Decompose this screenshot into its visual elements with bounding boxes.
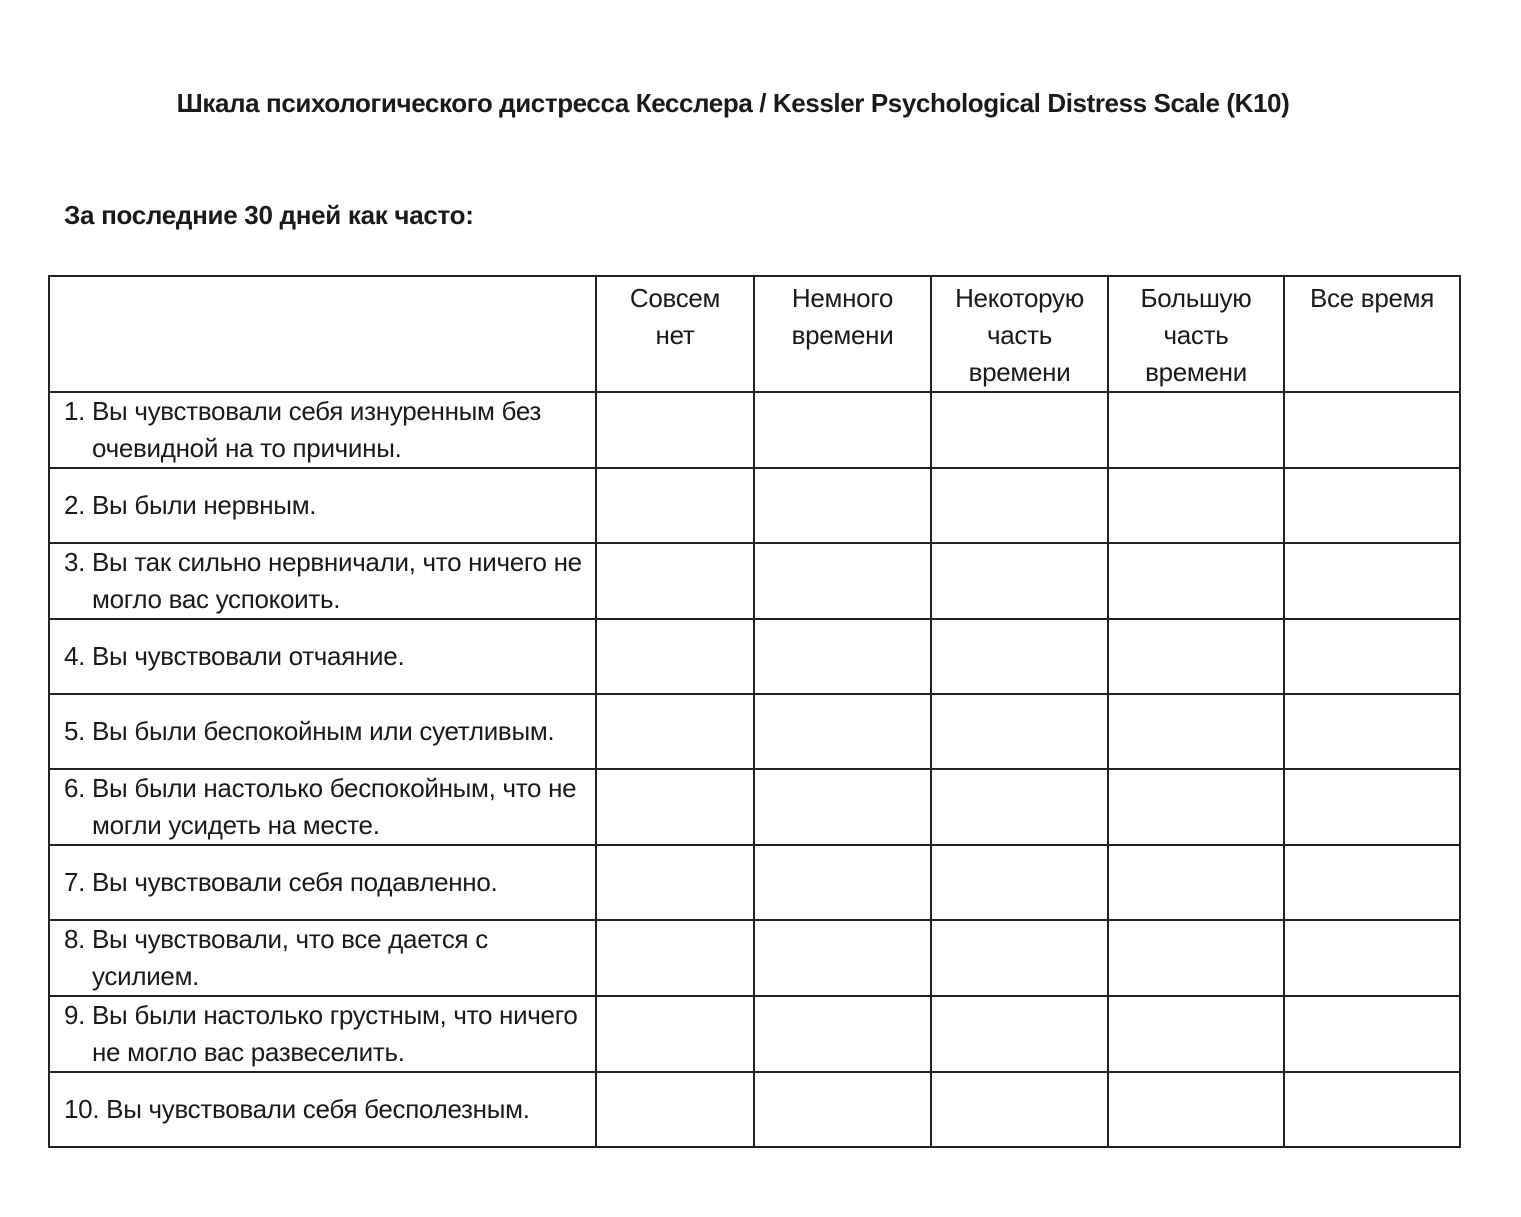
question-text: 4. Вы чувствовали отчаяние.: [64, 641, 405, 671]
question-cell: [49, 1072, 596, 1147]
header-all-of-the-time: Все время: [1284, 276, 1460, 392]
question-row: [49, 1072, 1460, 1147]
question-row: [49, 694, 1460, 769]
answer-cell-not-at-all[interactable]: [596, 468, 754, 543]
question-cell: [49, 694, 596, 769]
answer-cell-a-little-of-the-time[interactable]: [754, 468, 931, 543]
header-not-at-all: Совсем нет: [596, 276, 754, 392]
answer-cell-not-at-all[interactable]: [596, 694, 754, 769]
header-question-column: [49, 276, 596, 392]
question-cell: [49, 619, 596, 694]
question-cell: [49, 996, 596, 1072]
question-text: 5. Вы были беспокойным или суетливым.: [64, 716, 555, 746]
question-row: [49, 468, 1460, 543]
answer-cell-some-of-the-time[interactable]: [931, 996, 1108, 1072]
answer-cell-most-of-the-time[interactable]: [1108, 996, 1284, 1072]
answer-cell-all-of-the-time[interactable]: [1284, 845, 1460, 920]
answer-cell-most-of-the-time[interactable]: [1108, 468, 1284, 543]
answer-cell-some-of-the-time[interactable]: [931, 1072, 1108, 1147]
question-cell: [49, 468, 596, 543]
question-text: 8. Вы чувствовали, что все дается с усилием.: [64, 924, 488, 991]
answer-cell-some-of-the-time[interactable]: [931, 769, 1108, 845]
question-cell: [49, 392, 596, 468]
answer-cell-all-of-the-time[interactable]: [1284, 543, 1460, 619]
answer-cell-all-of-the-time[interactable]: [1284, 920, 1460, 996]
question-cell: [49, 920, 596, 996]
answer-cell-all-of-the-time[interactable]: [1284, 468, 1460, 543]
answer-cell-most-of-the-time[interactable]: [1108, 920, 1284, 996]
question-text: 10. Вы чувствовали себя бесполезным.: [64, 1094, 530, 1124]
answer-cell-not-at-all[interactable]: [596, 769, 754, 845]
question-cell: [49, 769, 596, 845]
answer-cell-not-at-all[interactable]: [596, 1072, 754, 1147]
answer-cell-not-at-all[interactable]: [596, 845, 754, 920]
question-text: 7. Вы чувствовали себя подавленно.: [64, 867, 498, 897]
answer-cell-most-of-the-time[interactable]: [1108, 1072, 1284, 1147]
header-some-of-the-time: Некоторую часть времени: [931, 276, 1108, 392]
header-row: [49, 276, 1460, 392]
question-row: [49, 845, 1460, 920]
answer-cell-not-at-all[interactable]: [596, 996, 754, 1072]
question-row: [49, 996, 1460, 1072]
question-text: 6. Вы были настолько беспокойным, что не могли усидеть на месте.: [64, 773, 577, 840]
answer-cell-most-of-the-time[interactable]: [1108, 619, 1284, 694]
answer-cell-not-at-all[interactable]: [596, 619, 754, 694]
answer-cell-some-of-the-time[interactable]: [931, 392, 1108, 468]
answer-cell-a-little-of-the-time[interactable]: [754, 619, 931, 694]
question-row: [49, 619, 1460, 694]
answer-cell-not-at-all[interactable]: [596, 920, 754, 996]
question-row: [49, 543, 1460, 619]
answer-cell-some-of-the-time[interactable]: [931, 468, 1108, 543]
answer-cell-some-of-the-time[interactable]: [931, 619, 1108, 694]
answer-cell-all-of-the-time[interactable]: [1284, 1072, 1460, 1147]
question-row: [49, 769, 1460, 845]
question-text: 1. Вы чувствовали себя изнуренным без очевидной на то причины.: [64, 396, 542, 463]
answer-cell-some-of-the-time[interactable]: [931, 845, 1108, 920]
header-a-little-of-the-time: Немного времени: [754, 276, 931, 392]
answer-cell-most-of-the-time[interactable]: [1108, 543, 1284, 619]
answer-cell-most-of-the-time[interactable]: [1108, 392, 1284, 468]
header-most-of-the-time: Большую часть времени: [1108, 276, 1284, 392]
answer-cell-some-of-the-time[interactable]: [931, 920, 1108, 996]
answer-cell-a-little-of-the-time[interactable]: [754, 920, 931, 996]
question-text: 9. Вы были настолько грустным, что ничего не могло вас развеселить.: [64, 1000, 578, 1067]
answer-cell-not-at-all[interactable]: [596, 392, 754, 468]
question-text: 3. Вы так сильно нервничали, что ничего не могло вас успокоить.: [64, 547, 582, 614]
k10-questionnaire-table: [48, 275, 1461, 1148]
answer-cell-a-little-of-the-time[interactable]: [754, 769, 931, 845]
answer-cell-most-of-the-time[interactable]: [1108, 694, 1284, 769]
question-row: [49, 920, 1460, 996]
answer-cell-most-of-the-time[interactable]: [1108, 769, 1284, 845]
answer-cell-all-of-the-time[interactable]: [1284, 392, 1460, 468]
answer-cell-a-little-of-the-time[interactable]: [754, 392, 931, 468]
answer-cell-a-little-of-the-time[interactable]: [754, 845, 931, 920]
answer-cell-all-of-the-time[interactable]: [1284, 996, 1460, 1072]
answer-cell-all-of-the-time[interactable]: [1284, 769, 1460, 845]
question-text: 2. Вы были нервным.: [64, 490, 317, 520]
answer-cell-a-little-of-the-time[interactable]: [754, 996, 931, 1072]
answer-cell-all-of-the-time[interactable]: [1284, 619, 1460, 694]
answer-cell-a-little-of-the-time[interactable]: [754, 694, 931, 769]
question-cell: [49, 845, 596, 920]
answer-cell-a-little-of-the-time[interactable]: [754, 1072, 931, 1147]
question-cell: [49, 543, 596, 619]
answer-cell-a-little-of-the-time[interactable]: [754, 543, 931, 619]
answer-cell-not-at-all[interactable]: [596, 543, 754, 619]
answer-cell-all-of-the-time[interactable]: [1284, 694, 1460, 769]
answer-cell-some-of-the-time[interactable]: [931, 694, 1108, 769]
answer-cell-most-of-the-time[interactable]: [1108, 845, 1284, 920]
question-row: [49, 392, 1460, 468]
page-title: Шкала психологического дистресса Кесслера / Kessler Psychological Distress Scale (K10): [176, 88, 1290, 118]
instruction-text: За последние 30 дней как часто:: [64, 200, 474, 230]
answer-cell-some-of-the-time[interactable]: [931, 543, 1108, 619]
